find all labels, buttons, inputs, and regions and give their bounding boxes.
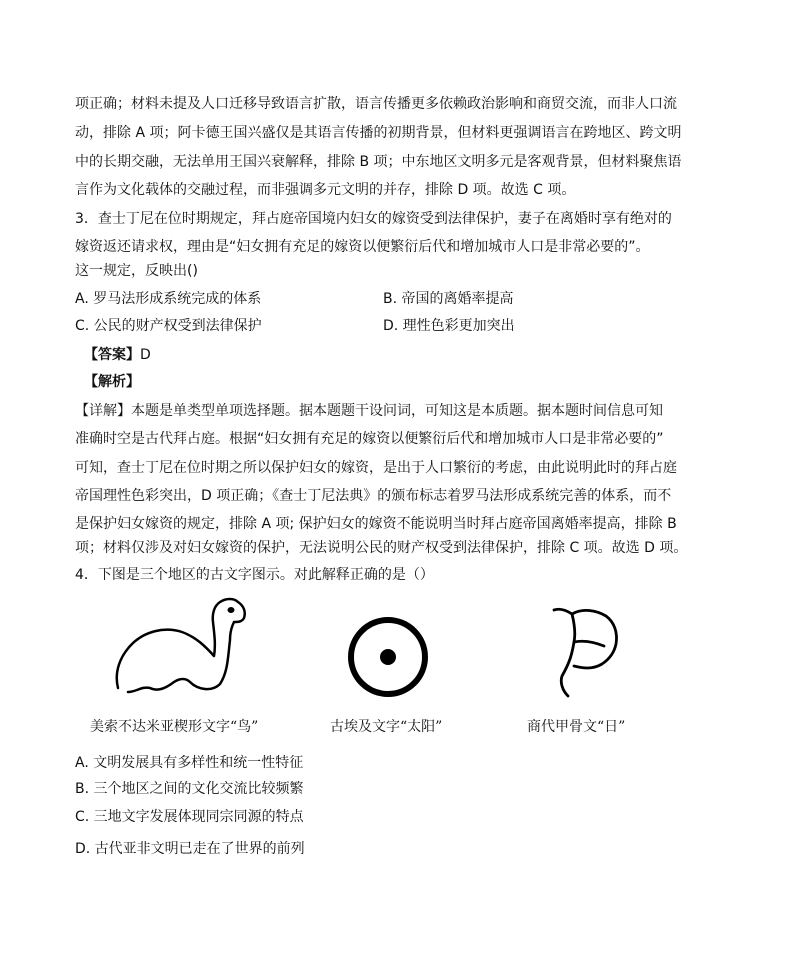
detail-line: 可知，查士丁尼在位时期之所以保护妇女的嫁资，是出于人口繁衍的考虑，由此说明此时的拜占庭	[75, 460, 677, 476]
question-4-option-b: B. 三个地区之间的文化交流比较频繁	[75, 781, 304, 797]
question-4-option-d: D. 古代亚非文明已走在了世界的前列	[75, 841, 305, 857]
question-3-stem-line: 这一规定，反映出()	[75, 263, 198, 279]
analysis-label: 【解析】	[84, 374, 140, 390]
detail-line: 帝国理性色彩突出，D 项正确；《查士丁尼法典》的颁布标志着罗马法形成系统完善的体系，而不	[75, 488, 672, 504]
question-3-stem-line: 嫁资返还请求权，理由是“妇女拥有充足的嫁资以便繁衍后代和增加城市人口是非常必要的”。	[75, 239, 650, 255]
paragraph-line: 动，排除 A 项；阿卡德王国兴盛仅是其语言传播的初期背景，但材料更强调语言在跨地区、跨文明	[75, 125, 682, 141]
oracle-bone-ri-figure	[548, 602, 628, 702]
question-3-option-a: A. 罗马法形成系统完成的体系	[75, 291, 262, 307]
caption-cuneiform-bird: 美索不达米亚楔形文字“鸟”	[90, 719, 259, 735]
detail-line: 准确时空是古代拜占庭。根据“妇女拥有充足的嫁资以便繁衍后代和增加城市人口是非常必要的”	[75, 431, 664, 447]
question-3-stem-line: 3．查士丁尼在位时期规定，拜占庭帝国境内妇女的嫁资受到法律保护，妻子在离婚时享有绝对的	[75, 211, 672, 227]
caption-egyptian-sun: 古埃及文字“太阳”	[330, 719, 443, 735]
detail-line: 是保护妇女嫁资的规定，排除 A 项; 保护妇女的嫁资不能说明当时拜占庭帝国离婚率提高，排除 B	[75, 516, 677, 532]
paragraph-line: 中的长期交融，无法单用王国兴衰解释，排除 B 项；中东地区文明多元是客观背景，但材料聚焦语	[75, 154, 682, 170]
paragraph-line: 项正确；材料未提及人口迁移导致语言扩散，语言传播更多依赖政治影响和商贸交流，而非人口流	[75, 96, 677, 112]
answer-value: D	[140, 347, 151, 363]
detail-line: 【详解】本题是单类型单项选择题。据本题题干设问词，可知这是本质题。据本题时间信息可知	[75, 403, 663, 419]
answer-label: 【答案】	[84, 347, 140, 363]
answer-line	[84, 346, 151, 364]
question-3-option-c: C. 公民的财产权受到法律保护	[75, 318, 262, 334]
egyptian-sun-figure	[343, 615, 433, 705]
detail-line: 项；材料仅涉及对妇女嫁资的保护，无法说明公民的财产权受到法律保护，排除 C 项。故选 D 项。	[75, 540, 688, 556]
question-4-stem: 4．下图是三个地区的古文字图示。对此解释正确的是（）	[75, 567, 434, 583]
cuneiform-bird-figure	[110, 592, 260, 697]
caption-oracle-bone-ri: 商代甲骨文“日”	[527, 719, 626, 735]
paragraph-line: 言作为文化载体的交融过程，而非强调多元文明的并存，排除 D 项。故选 C 项。	[75, 182, 576, 198]
question-4-option-c: C. 三地文字发展体现同宗同源的特点	[75, 809, 304, 825]
question-3-option-d: D. 理性色彩更加突出	[383, 318, 515, 334]
question-4-option-a: A. 文明发展具有多样性和统一性特征	[75, 755, 304, 771]
question-3-option-b: B. 帝国的离婚率提高	[383, 291, 514, 307]
